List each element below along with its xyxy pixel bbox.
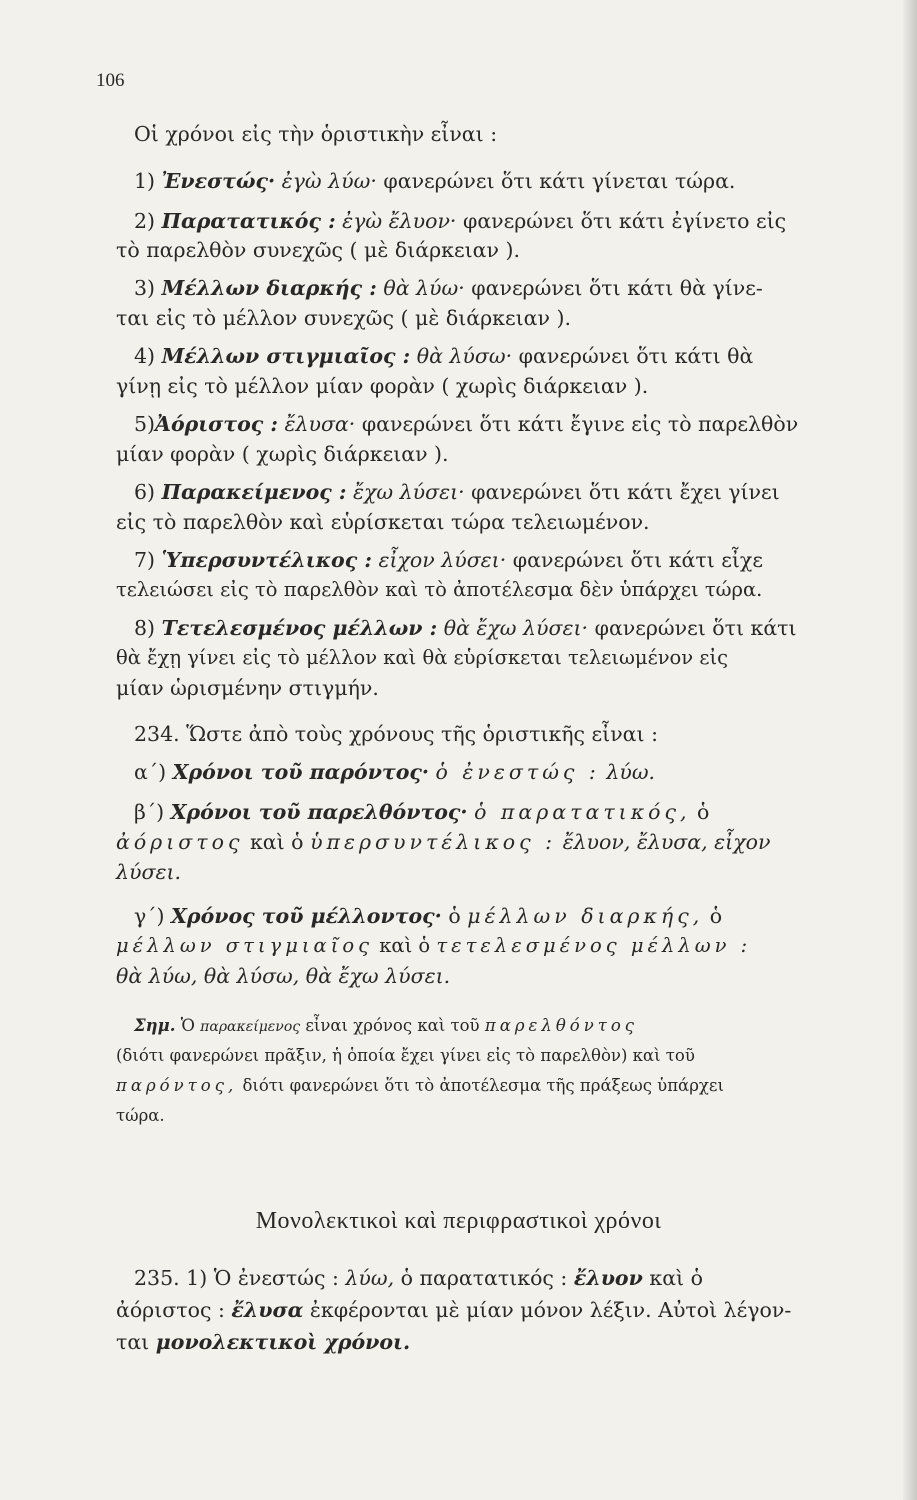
- section-234-b: β΄) Χρόνοι τοῦ παρελθόντος· ὁ παρατατικός, ὁ: [134, 800, 710, 824]
- note-line-2: (διότι φανερώνει πρᾶξιν, ἡ ὁποία ἔχει γίνει εἰς τὸ παρελθὸν) καὶ τοῦ: [116, 1046, 695, 1065]
- item-5: 5)Ἀόριστος : ἔλυσα· φανερώνει ὅτι κάτι ἔγινε εἰς τὸ παρελθὸν: [134, 412, 799, 436]
- item-2: 2) Παρατατικός : ἐγὼ ἔλυον· φανερώνει ὅτι κάτι ἐγίνετο εἰς: [134, 209, 787, 233]
- section-234-c-cont: μέλλων στιγμιαῖος καὶ ὁ τετελεσμένος μέλλων :: [116, 934, 752, 957]
- item-1: 1) Ἐνεστώς· ἐγὼ λύω· φανερώνει ὅτι κάτι γίνεται τώρα.: [134, 169, 736, 193]
- item-8-cont: θὰ ἔχῃ γίνει εἰς τὸ μέλλον καὶ θὰ εὑρίσκεται τελειωμένον εἰς: [116, 646, 729, 669]
- page-number: 106: [96, 70, 125, 91]
- item-8: 8) Τετελεσμένος μέλλων : θὰ ἔχω λύσει· φανερώνει ὅτι κάτι: [134, 616, 797, 640]
- item-5-cont: μίαν φορὰν ( χωρὶς διάρκειαν ).: [116, 442, 449, 466]
- note-line-4: τώρα.: [116, 1106, 165, 1125]
- section-234-b-cont: ἀόριστος καὶ ὁ ὑπερσυντέλικος : ἔλυον, ἔλυσα, εἶχον: [116, 830, 771, 854]
- page-edge: [903, 0, 917, 1500]
- section-heading: Μονολεκτικοὶ καὶ περιφραστικοὶ χρόνοι: [255, 1208, 662, 1234]
- section-235-line-1: 235. 1) Ὁ ἐνεστώς : λύω, ὁ παρατατικός : ἔλυον καὶ ὁ: [134, 1266, 703, 1290]
- item-7-cont: τελειώσει εἰς τὸ παρελθὸν καὶ τὸ ἀποτέλεσμα δὲν ὑπάρχει τώρα.: [116, 578, 763, 601]
- section-234-c-cont2: θὰ λύω, θὰ λύσω, θὰ ἔχω λύσει.: [116, 964, 451, 988]
- item-6-cont: εἰς τὸ παρελθὸν καὶ εὑρίσκεται τώρα τελειωμένον.: [116, 510, 650, 534]
- item-4-cont: γίνῃ εἰς τὸ μέλλον μίαν φορὰν ( χωρὶς διάρκειαν ).: [116, 374, 649, 398]
- note-line-1: Σημ. Ὁ παρακείμενος εἶναι χρόνος καὶ τοῦ παρελθόντος: [134, 1016, 639, 1035]
- item-7: 7) Ὑπερσυντέλικος : εἶχον λύσει· φανερώνει ὅτι κάτι εἶχε: [134, 548, 763, 572]
- section-234-a: α΄) Χρόνοι τοῦ παρόντος· ὁ ἐνεστώς : λύω.: [134, 760, 656, 784]
- item-3-cont: ται εἰς τὸ μέλλον συνεχῶς ( μὲ διάρκειαν ).: [116, 306, 571, 330]
- item-2-cont: τὸ παρελθὸν συνεχῶς ( μὲ διάρκειαν ).: [116, 238, 520, 262]
- section-235-line-3: ται μονολεκτικοὶ χρόνοι.: [116, 1330, 411, 1354]
- item-4: 4) Μέλλων στιγμιαῖος : θὰ λύσω· φανερώνει ὅτι κάτι θὰ: [134, 344, 754, 368]
- item-8-cont2: μίαν ὡρισμένην στιγμήν.: [116, 676, 379, 700]
- note-line-3: παρόντος, διότι φανερώνει ὅτι τὸ ἀποτέλεσμα τῆς πράξεως ὑπάρχει: [116, 1076, 724, 1095]
- section-234-lead: 234. Ὥστε ἀπὸ τοὺς χρόνους τῆς ὁριστικῆς εἶναι :: [134, 722, 658, 746]
- section-234-b-cont2: λύσει.: [116, 860, 182, 884]
- section-235-line-2: ἀόριστος : ἔλυσα ἐκφέρονται μὲ μίαν μόνον λέξιν. Αὐτοὶ λέγον-: [116, 1298, 792, 1322]
- item-3: 3) Μέλλων διαρκής : θὰ λύω· φανερώνει ὅτι κάτι θὰ γίνε-: [134, 276, 763, 300]
- item-6: 6) Παρακείμενος : ἔχω λύσει· φανερώνει ὅτι κάτι ἔχει γίνει: [134, 480, 780, 504]
- intro-line: Οἱ χρόνοι εἰς τὴν ὁριστικὴν εἶναι :: [134, 122, 498, 146]
- section-234-c: γ΄) Χρόνος τοῦ μέλλοντος· ὁ μέλλων διαρκής, ὁ: [134, 904, 723, 928]
